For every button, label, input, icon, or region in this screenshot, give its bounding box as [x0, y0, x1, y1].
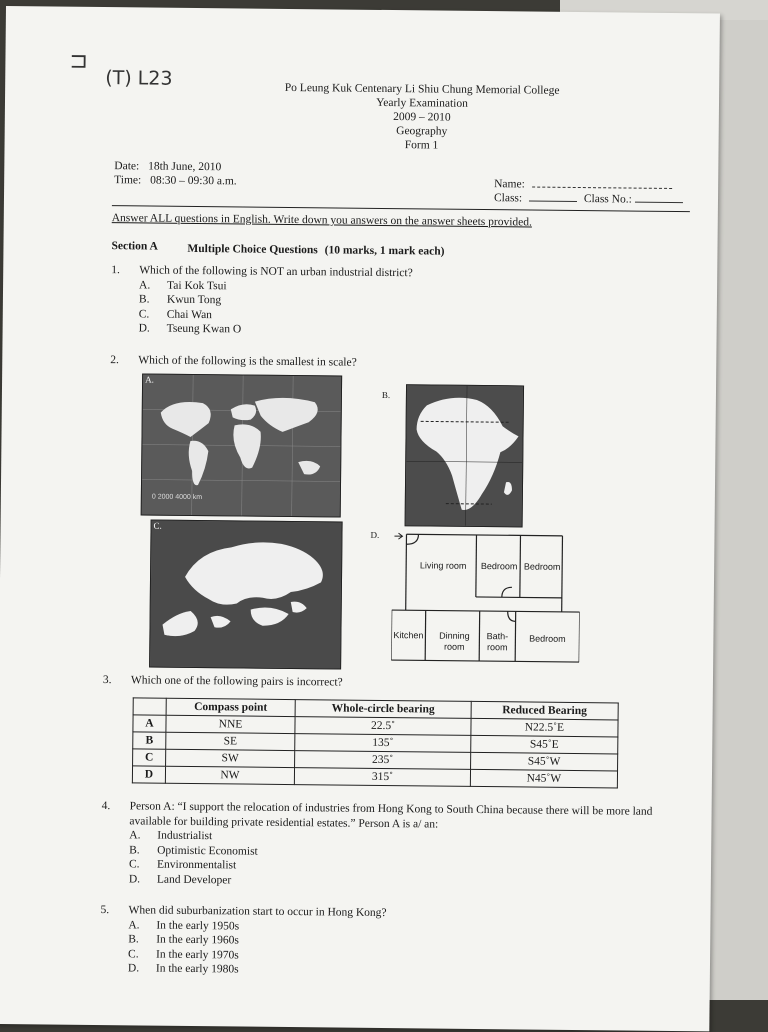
question-1 [111, 263, 413, 339]
q5-option: D. In the early 1980s [128, 961, 386, 978]
world-map-image [142, 374, 341, 516]
bearing-table [132, 697, 619, 788]
q1-number: 1. [111, 263, 139, 278]
hong-kong-map [149, 520, 343, 670]
map-b-label: B. [382, 388, 390, 402]
name-label: Name: [494, 178, 525, 190]
plan-kitchen: Kitchen [391, 630, 425, 641]
table-row: C SW 235˚ S45˚W [133, 749, 618, 771]
q5-option: A. In the early 1950s [128, 918, 386, 935]
plan-bathroom: Bath-room [479, 631, 515, 653]
q1-option: B. Kwun Tong [139, 292, 413, 309]
date-label: Date: [114, 160, 139, 172]
exam-subject: Geography [65, 121, 768, 142]
q1-option: C. Chai Wan [139, 307, 413, 324]
floor-plan [391, 526, 580, 664]
map-a-label: A. [145, 374, 154, 384]
section-title [187, 242, 444, 259]
col-compass-point: Compass point [166, 698, 295, 716]
class-no-blank [635, 202, 683, 204]
section-label: Section A [111, 239, 157, 253]
question-4 [101, 799, 662, 892]
section-marks: (10 marks, 1 mark each) [325, 244, 445, 257]
exam-form: Form 1 [65, 135, 768, 156]
table-row: A NNE 22.5˚ N22.5˚E [133, 715, 618, 737]
map-d-label: D. [370, 528, 379, 542]
class-field[interactable] [494, 191, 683, 207]
school-name: Po Leung Kuk Centenary Li Shiu Chung Memorial College [65, 79, 768, 100]
q2-text: Which of the following is the smallest in scale? [138, 353, 357, 370]
q1-option: D. Tseung Kwan O [139, 321, 413, 338]
question-3 [103, 673, 343, 690]
class-label: Class: [494, 192, 522, 204]
section-title-text: Multiple Choice Questions [187, 243, 317, 256]
hong-kong-map-image [150, 521, 342, 669]
exam-page [0, 6, 720, 1031]
col-whole-circle-bearing: Whole-circle bearing [295, 700, 471, 719]
q3-text: Which one of the following pairs is incorrect? [131, 673, 343, 690]
time-label: Time: [114, 174, 141, 186]
col-blank [133, 698, 166, 715]
q4-option: A. Industrialist [129, 828, 661, 848]
q4-option: C. Environmentalist [129, 857, 661, 877]
q4-option: D. Land Developer [129, 872, 661, 892]
q5-option: B. In the early 1960s [128, 932, 386, 949]
q5-option: C. In the early 1970s [128, 947, 386, 964]
plan-bedroom-2: Bedroom [522, 561, 562, 572]
question-2 [110, 353, 357, 370]
plan-bedroom-1: Bedroom [478, 561, 520, 572]
africa-map [405, 384, 524, 527]
map-c-label: C. [154, 521, 162, 531]
exam-title: Yearly Examination [65, 93, 768, 114]
question-5 [100, 903, 387, 978]
q1-text: Which of the following is NOT an urban industrial district? [139, 263, 413, 280]
class-blank [529, 200, 577, 202]
time-line [114, 173, 237, 188]
plan-bedroom-3: Bedroom [517, 633, 577, 645]
date-line [114, 159, 221, 174]
q5-number: 5. [100, 903, 128, 918]
q2-number: 2. [110, 353, 138, 368]
class-no-label: Class No.: [584, 193, 632, 206]
q1-option: A. Tai Kok Tsui [139, 278, 413, 295]
date-value: 18th June, 2010 [148, 160, 221, 173]
col-reduced-bearing: Reduced Bearing [471, 701, 618, 720]
q5-text: When did suburbanization start to occur in Hong Kong? [128, 903, 386, 920]
instruction: Answer ALL questions in English. Write down you answers on the answer sheets provided. [112, 211, 532, 229]
plan-living-room: Living room [410, 560, 476, 572]
world-map [141, 373, 342, 517]
plan-dining-room: Dinning room [431, 630, 477, 652]
table-row: B SE 135˚ S45˚E [133, 732, 618, 754]
africa-map-image [406, 385, 523, 526]
time-value: 08:30 – 09:30 a.m. [150, 175, 237, 188]
handwritten-mark: (T) L23 [105, 67, 172, 90]
svg-text:0 2000 4000 km: 0 2000 4000 km [152, 494, 202, 502]
q4-option: B. Optimistic Economist [129, 843, 661, 863]
q4-number: 4. [101, 799, 129, 828]
table-row: D NW 315˚ N45˚W [132, 766, 617, 788]
exam-year: 2009 – 2010 [65, 107, 768, 128]
q3-number: 3. [103, 673, 131, 688]
q4-text: Person A: “I support the relocation of industries from Hong Kong to South China because there will be more land available for building private residential estates.” Person A is a/ an: [129, 799, 661, 834]
handwritten-dash-mark: ⊐ [69, 49, 88, 74]
name-blank [532, 187, 672, 189]
